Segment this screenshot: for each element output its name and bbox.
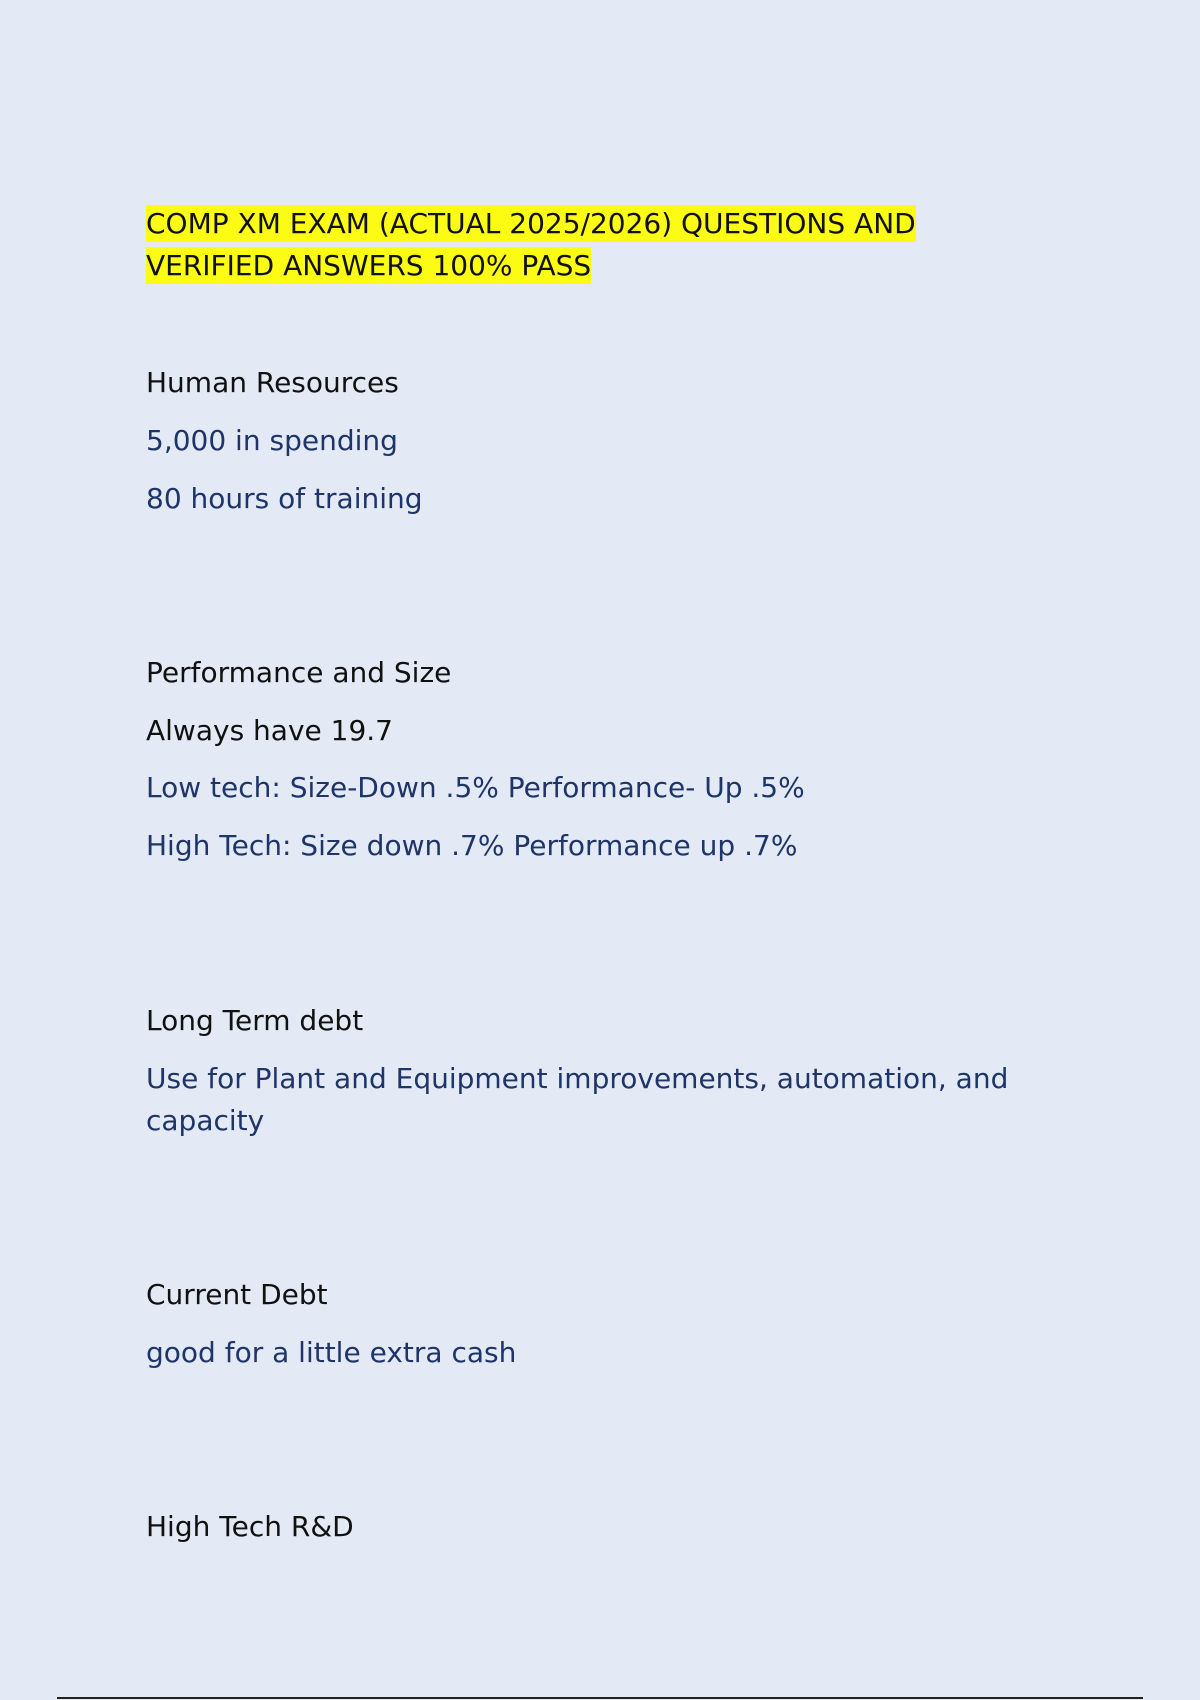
page-divider	[57, 1697, 1143, 1699]
section-heading-current-debt: Current Debt	[146, 1278, 328, 1311]
answer-line: 80 hours of training	[146, 482, 423, 515]
section-heading-performance-and-size: Performance and Size	[146, 656, 452, 689]
title-line-1: COMP XM EXAM (ACTUAL 2025/2026) QUESTIONS AND	[146, 207, 916, 240]
answer-line: good for a little extra cash	[146, 1336, 517, 1369]
section-heading-high-tech-rd: High Tech R&D	[146, 1510, 354, 1543]
answer-line: Low tech: Size-Down .5% Performance- Up .5%	[146, 771, 805, 804]
answer-line: 5,000 in spending	[146, 424, 398, 457]
answer-line: High Tech: Size down .7% Performance up .7%	[146, 829, 798, 862]
title-line-2: VERIFIED ANSWERS 100% PASS	[146, 249, 592, 282]
document-title	[146, 203, 1046, 287]
answer-line: Use for Plant and Equipment improvements, automation, and capacity	[146, 1062, 1009, 1137]
section-heading-human-resources: Human Resources	[146, 366, 399, 399]
answer-line: Always have 19.7	[146, 714, 393, 747]
section-heading-long-term-debt: Long Term debt	[146, 1004, 364, 1037]
